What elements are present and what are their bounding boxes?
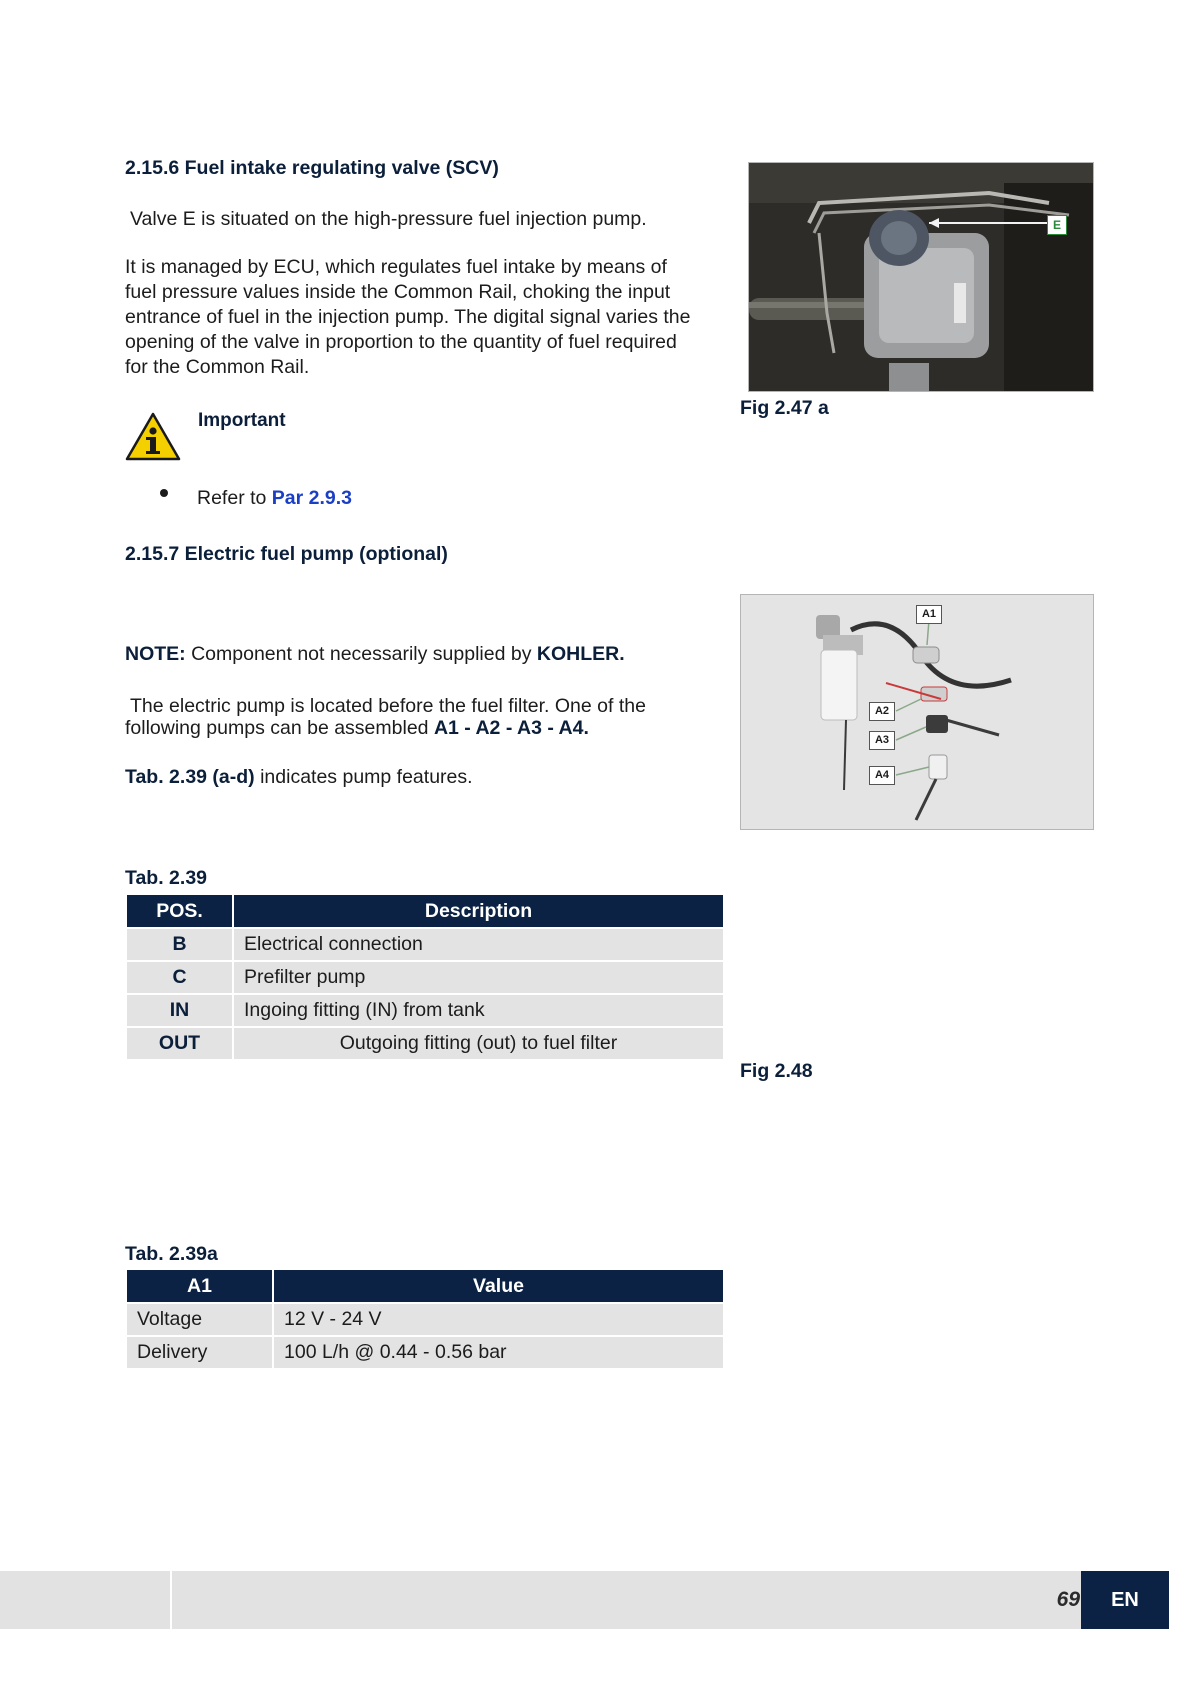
figure-pump-variants bbox=[740, 594, 1094, 830]
figure-scv-valve-photo bbox=[748, 162, 1094, 392]
pump-line-2-text: following pumps can be assembled bbox=[125, 717, 434, 739]
pump-line-1: The electric pump is located before the fuel filter. One of the bbox=[130, 695, 646, 717]
section-heading-electric-pump: 2.15.7 Electric fuel pump (optional) bbox=[125, 543, 448, 565]
table-row bbox=[127, 1337, 723, 1368]
section-heading-scv: 2.15.6 Fuel intake regulating valve (SCV) bbox=[125, 157, 499, 179]
bullet-item bbox=[197, 486, 352, 511]
table-row bbox=[127, 1028, 723, 1059]
pump-positions-table bbox=[125, 893, 725, 1061]
callout-label-e: E bbox=[1047, 215, 1067, 235]
table-row bbox=[127, 962, 723, 993]
column-header: POS. bbox=[127, 895, 232, 927]
table-row bbox=[127, 1304, 723, 1335]
note-label: NOTE: bbox=[125, 643, 186, 665]
paragraph-line: It is managed by ECU, which regulates fuel intake by means of bbox=[125, 256, 667, 278]
figure-caption: Fig 2.47 a bbox=[740, 397, 829, 419]
table-cell-parameter: Voltage bbox=[127, 1304, 272, 1335]
column-header: Value bbox=[274, 1270, 723, 1302]
pump-a1-values-table bbox=[125, 1268, 725, 1370]
table-cell-description: Prefilter pump bbox=[234, 962, 723, 993]
note-text: Component not necessarily supplied by bbox=[185, 643, 537, 665]
table-header-row bbox=[127, 1270, 723, 1302]
table-title: Tab. 2.39a bbox=[125, 1243, 218, 1265]
par-2-9-3-link[interactable]: Par 2.9.3 bbox=[271, 487, 353, 509]
callout-label-a3: A3 bbox=[869, 731, 895, 750]
valve-description-paragraph bbox=[125, 255, 725, 380]
footer-bar bbox=[0, 1571, 1168, 1629]
table-row bbox=[127, 995, 723, 1026]
callout-label-a4: A4 bbox=[869, 766, 895, 785]
table-cell-pos: IN bbox=[127, 995, 232, 1026]
column-header: A1 bbox=[127, 1270, 272, 1302]
pump-line-2 bbox=[125, 717, 646, 739]
column-header: Description bbox=[234, 895, 723, 927]
paragraph-line: opening of the valve in proportion to the quantity of fuel required bbox=[125, 331, 677, 353]
note-brand: KOHLER. bbox=[536, 643, 625, 665]
table-cell-pos: C bbox=[127, 962, 232, 993]
bullet-dot bbox=[160, 489, 168, 497]
table-cell-pos: B bbox=[127, 929, 232, 960]
figure-caption: Fig 2.48 bbox=[740, 1060, 813, 1082]
paragraph-line: fuel pressure values inside the Common Rail, choking the input bbox=[125, 281, 671, 303]
table-cell-description: Ingoing fitting (IN) from tank bbox=[234, 995, 723, 1026]
table-cell-description: Electrical connection bbox=[234, 929, 723, 960]
table-cell-value: 100 L/h @ 0.44 - 0.56 bar bbox=[274, 1337, 723, 1368]
table-cell-parameter: Delivery bbox=[127, 1337, 272, 1368]
footer-divider bbox=[170, 1571, 172, 1629]
valve-location-text: Valve E is situated on the high-pressure fuel injection pump. bbox=[130, 208, 647, 230]
pump-variants-illustration bbox=[741, 595, 1093, 829]
pump-models: A1 - A2 - A3 - A4. bbox=[433, 717, 589, 739]
page-number: 69 bbox=[1056, 1588, 1080, 1611]
note-line bbox=[125, 642, 625, 667]
table-cell-description: Outgoing fitting (out) to fuel filter bbox=[234, 1028, 723, 1059]
important-label: Important bbox=[198, 410, 286, 431]
table-reference-line bbox=[125, 765, 473, 790]
table-row bbox=[127, 929, 723, 960]
language-badge: EN bbox=[1081, 1571, 1169, 1629]
callout-label-a2: A2 bbox=[869, 702, 895, 721]
paragraph-line: entrance of fuel in the injection pump. The digital signal varies the bbox=[125, 306, 691, 328]
table-header-row bbox=[127, 895, 723, 927]
table-title: Tab. 2.39 bbox=[125, 867, 208, 889]
table-reference-bold: Tab. 2.39 (a-d) bbox=[125, 766, 255, 788]
table-cell-value: 12 V - 24 V bbox=[274, 1304, 723, 1335]
engine-photo-illustration bbox=[749, 163, 1093, 391]
table-reference-text: indicates pump features. bbox=[254, 766, 473, 788]
pump-description bbox=[125, 695, 646, 739]
bullet-text: Refer to bbox=[197, 487, 272, 509]
paragraph-line: for the Common Rail. bbox=[125, 356, 310, 378]
callout-label-a1: A1 bbox=[916, 605, 942, 624]
table-cell-pos: OUT bbox=[127, 1028, 232, 1059]
warning-info-icon bbox=[125, 412, 181, 462]
